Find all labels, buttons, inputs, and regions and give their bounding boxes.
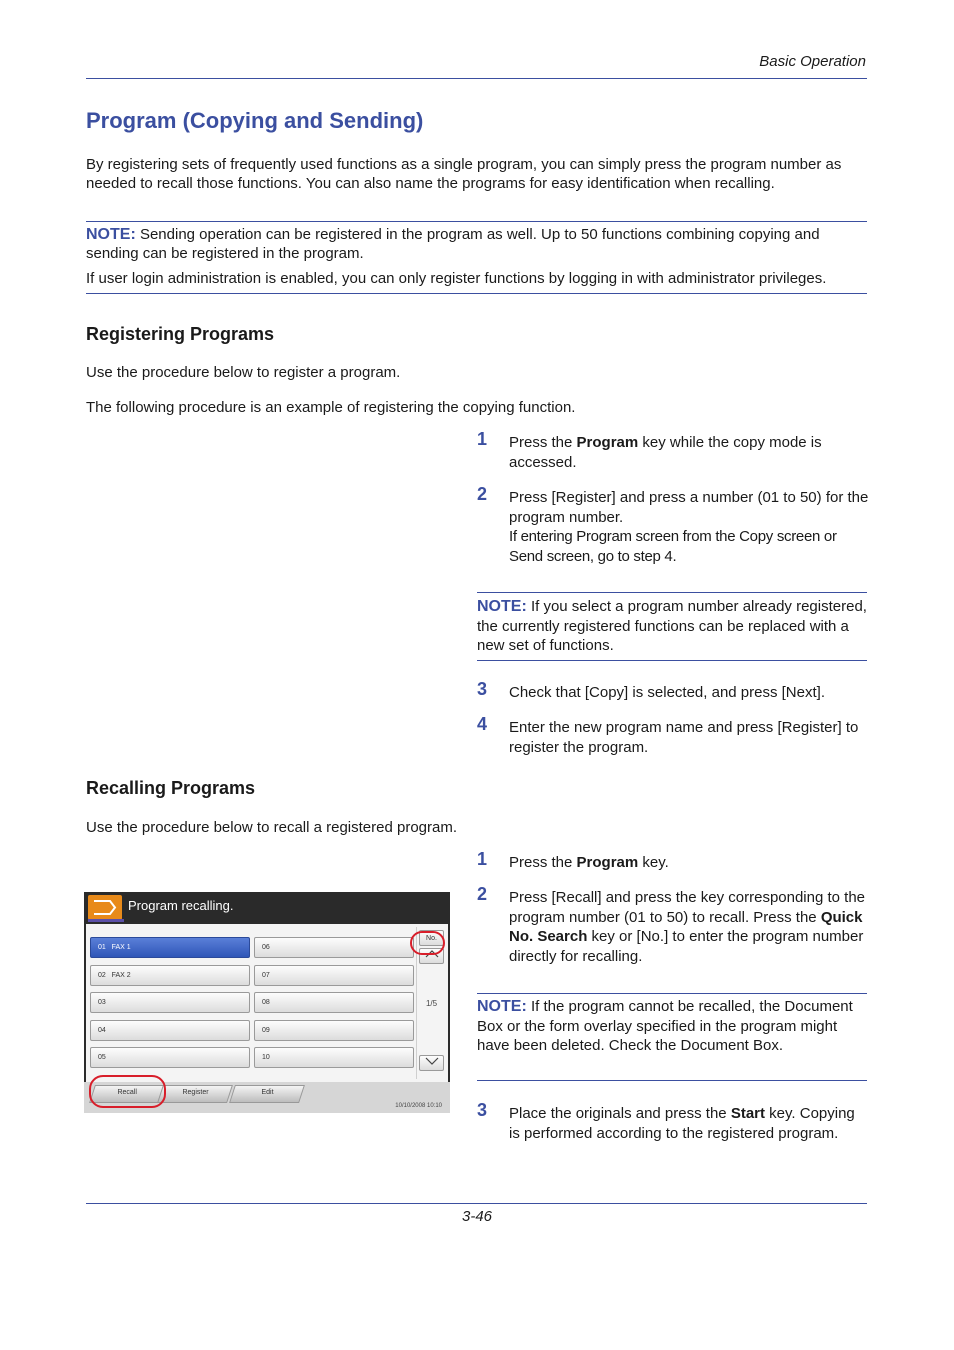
program-recalling-screen bbox=[84, 892, 450, 1113]
tab-label: Register bbox=[182, 1089, 209, 1096]
tab-register[interactable] bbox=[157, 1085, 233, 1103]
recall-step-3 bbox=[477, 1100, 869, 1143]
recall-step-1 bbox=[477, 849, 869, 873]
tab-edit[interactable] bbox=[229, 1085, 305, 1103]
status-datetime: 10/10/2008 10:10 bbox=[395, 1103, 442, 1109]
step-text: Press [Recall] and press the key corresponding to the program number (01 to 50) to recall. Press the bbox=[509, 889, 866, 926]
step-number: 1 bbox=[477, 849, 488, 869]
note-1 bbox=[86, 225, 867, 263]
note-label: NOTE: bbox=[477, 998, 527, 1015]
header-accent-bar bbox=[88, 919, 124, 922]
section-heading-registering: Registering Programs bbox=[86, 324, 275, 344]
header-rule bbox=[86, 78, 867, 79]
section-heading-recalling: Recalling Programs bbox=[86, 778, 256, 798]
note-label: NOTE: bbox=[86, 226, 136, 243]
recall-step-2 bbox=[477, 884, 869, 966]
key-name: Program bbox=[576, 854, 639, 871]
step-number: 2 bbox=[477, 884, 488, 904]
chevron-down-icon bbox=[425, 1057, 439, 1065]
step-number: 3 bbox=[477, 1100, 488, 1120]
recalling-p1: Use the procedure below to recall a registered program. bbox=[86, 819, 458, 836]
highlight-ring-no bbox=[410, 931, 445, 955]
program-button-08[interactable]: 08 bbox=[254, 992, 414, 1013]
step-text: key or [No.] to enter the program number directly for recalling. bbox=[509, 928, 864, 965]
register-step-3 bbox=[477, 679, 869, 703]
tab-label: Edit bbox=[261, 1089, 274, 1096]
key-name: Quick No. Search bbox=[509, 908, 863, 945]
note-rule-bottom bbox=[477, 660, 867, 661]
note-1-extra: If user login administration is enabled, you can only register functions by logging in with administrator privileges. bbox=[86, 270, 827, 287]
program-button-06[interactable]: 06 bbox=[254, 937, 414, 958]
step-text: key. bbox=[638, 854, 669, 871]
footer-rule bbox=[86, 1203, 867, 1204]
program-arrow-icon bbox=[88, 895, 122, 920]
step-text: If entering Program screen from the Copy screen or Send screen, go to step 4. bbox=[509, 528, 837, 565]
note-rule-top bbox=[477, 993, 867, 994]
key-name: Start bbox=[730, 1105, 765, 1122]
intro-paragraph: By registering sets of frequently used functions as a single program, you can simply press the program number as needed to recall those functions. You can also name the programs for easy identification when recalling. bbox=[86, 156, 842, 192]
note-text: If the program cannot be recalled, the Document Box or the form overlay specified in the program might have been deleted. Check the Document Box. bbox=[477, 998, 853, 1054]
step-text: Place the originals and press the bbox=[509, 1105, 731, 1122]
recall-note bbox=[477, 997, 867, 1056]
program-button-05[interactable]: 05 bbox=[90, 1047, 250, 1068]
note-label: NOTE: bbox=[477, 598, 527, 615]
step-number: 2 bbox=[477, 484, 488, 504]
step-text: key while the copy mode is accessed. bbox=[509, 434, 822, 471]
step-text: Press [Register] and press a number (01 to 50) for the program number. bbox=[509, 489, 869, 526]
key-name: Program bbox=[576, 434, 639, 451]
page-indicator: 1/5 bbox=[425, 999, 438, 1008]
step-text: key. Copying is performed according to the registered program. bbox=[509, 1105, 855, 1142]
page-title: Program (Copying and Sending) bbox=[86, 108, 424, 133]
step-number: 4 bbox=[477, 714, 488, 734]
program-button-03[interactable]: 03 bbox=[90, 992, 250, 1013]
note-text: If you select a program number already registered, the currently registered functions can be replaced with a new set of functions. bbox=[477, 598, 867, 654]
program-button-07[interactable]: 07 bbox=[254, 965, 414, 986]
step-text: Press the bbox=[509, 854, 577, 871]
running-head: Basic Operation bbox=[759, 53, 866, 70]
step-number: 1 bbox=[477, 429, 488, 449]
program-button-10[interactable]: 10 bbox=[254, 1047, 414, 1068]
note-rule-top bbox=[477, 592, 867, 593]
note-rule-bottom bbox=[477, 1080, 867, 1081]
registering-p1: Use the procedure below to register a program. bbox=[86, 364, 401, 381]
program-button-02[interactable]: 02 FAX 2 bbox=[90, 965, 250, 986]
step-number: 3 bbox=[477, 679, 488, 699]
register-step-2 bbox=[477, 484, 869, 566]
screen-title: Program recalling. bbox=[128, 898, 234, 913]
screen-header bbox=[84, 892, 450, 922]
register-step-4 bbox=[477, 714, 869, 757]
highlight-ring-recall bbox=[89, 1075, 166, 1108]
note-text: Sending operation can be registered in the program as well. Up to 50 functions combining copying and sending can be registered in the program. bbox=[86, 226, 820, 262]
note-rule-top bbox=[86, 221, 867, 222]
step-text: Check that [Copy] is selected, and press [Next]. bbox=[509, 684, 825, 701]
scroll-down-button[interactable] bbox=[419, 1055, 444, 1071]
step-text: Press the bbox=[509, 434, 577, 451]
program-button-09[interactable]: 09 bbox=[254, 1020, 414, 1041]
program-list bbox=[86, 924, 448, 1082]
note-rule-bottom bbox=[86, 293, 867, 294]
registering-p2: The following procedure is an example of registering the copying function. bbox=[86, 399, 576, 416]
program-button-04[interactable]: 04 bbox=[90, 1020, 250, 1041]
tab-label: Recall bbox=[117, 1089, 138, 1096]
program-button-01[interactable]: 01 FAX 1 bbox=[90, 937, 250, 958]
step-text: Enter the new program name and press [Register] to register the program. bbox=[509, 719, 859, 756]
page-number: 3-46 bbox=[461, 1208, 493, 1225]
no-button[interactable]: No. bbox=[419, 930, 444, 946]
register-step-1 bbox=[477, 429, 869, 472]
register-note bbox=[477, 597, 867, 656]
